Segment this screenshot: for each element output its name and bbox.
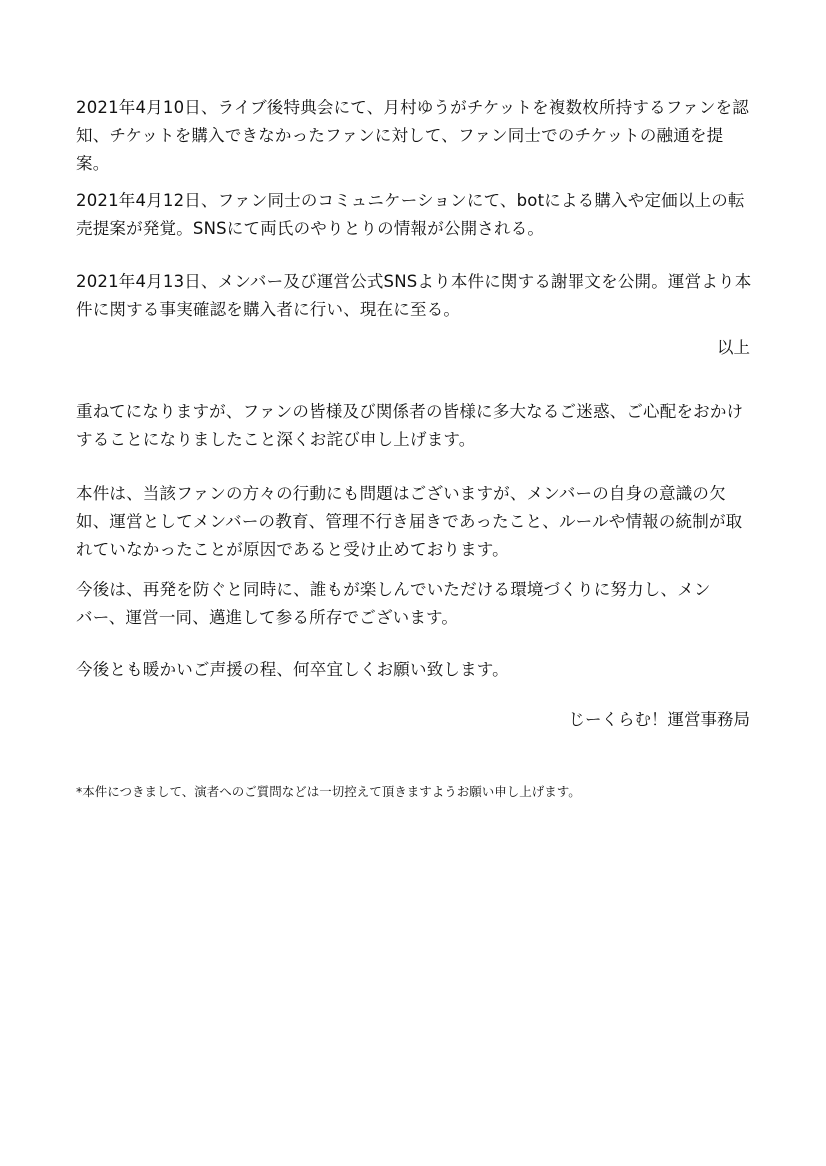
timeline-entry-apr10: 2021年4月10日、ライブ後特典会にて、月村ゆうがチケットを複数枚所持するファンを認 知、チケットを購入できなかったファンに対して、ファン同士でのチケットの融通を提 案。 [76,98,749,173]
timeline-entry-apr13: 2021年4月13日、メンバー及び運営公式SNSより本件に関する謝罪文を公開。運営より本 件に関する事実確認を購入者に行い、現在に至る。 [76,272,752,319]
future-paragraph: 今後は、再発を防ぐと同時に、誰もが楽しんでいただける環境づくりに努力し、メン バー、運営一同、邁進して参る所存でございます。 [76,580,711,627]
ijou-closing: 以上 [717,338,750,357]
closing-paragraph: 今後とも暖かいご声援の程、何卒宜しくお願い致します。 [76,660,509,679]
signature: じーくらむ！運営事務局 [568,710,750,729]
timeline-entry-apr12: 2021年4月12日、ファン同士のコミュニケーションにて、botによる購入や定価以上の転 売提案が発覚。SNSにて両氏のやりとりの情報が公開される。 [76,191,745,238]
apology-paragraph: 重ねてになりますが、ファンの皆様及び関係者の皆様に多大なるご迷惑、ご心配をおかけ することになりましたこと深くお詫び申し上げます。 [76,402,744,449]
cause-paragraph: 本件は、当該ファンの方々の行動にも問題はございますが、メンバーの自身の意識の欠 如、運営としてメンバーの教育、管理不行き届きであったこと、ルールや情報の統制が取 れていなかったことが原因であると受け止めております。 [76,484,743,559]
footnote: *本件につきまして、演者へのご質問などは一切控えて頂きますようお願い申し上げます。 [76,784,581,799]
